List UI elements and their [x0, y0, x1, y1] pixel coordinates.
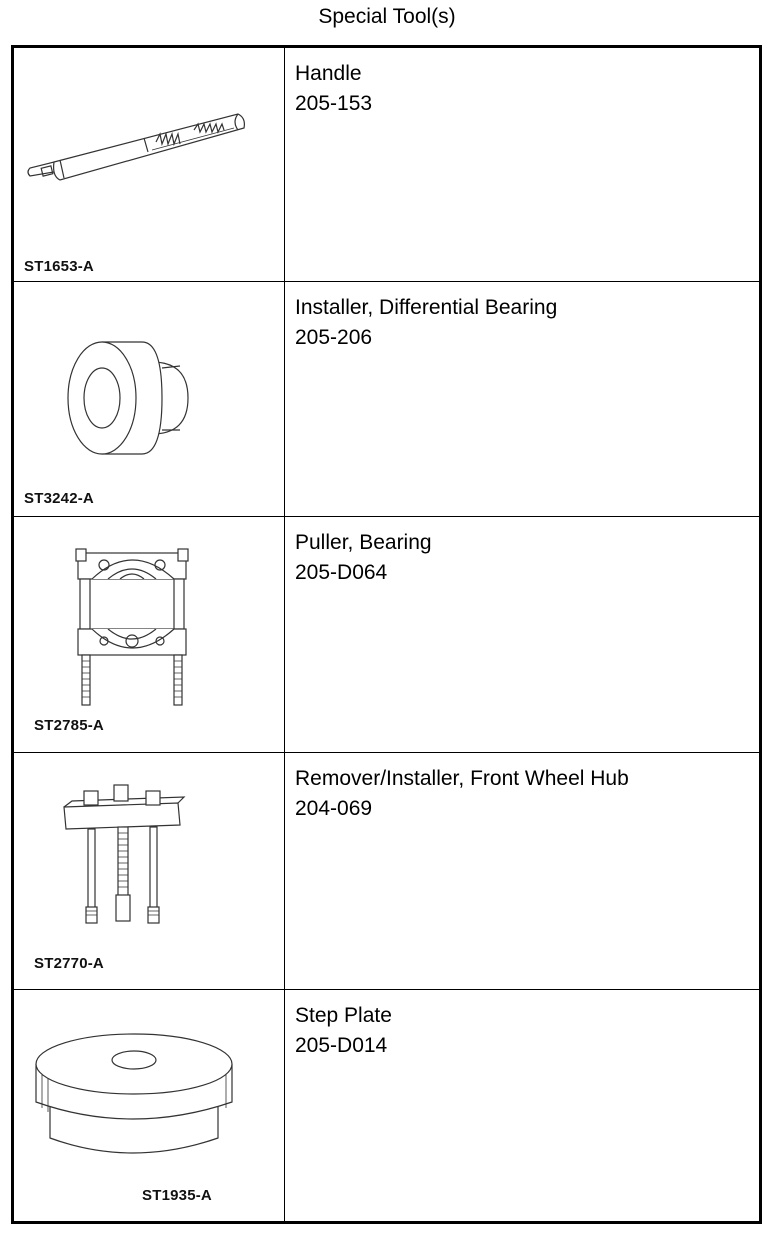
tool-info-cell	[285, 990, 759, 1221]
tool-image-cell	[14, 48, 285, 281]
tool-name: Puller, Bearing	[295, 531, 432, 554]
tool-number: 205-206	[295, 326, 373, 349]
tool-row-step-plate	[14, 990, 759, 1221]
illustration-code: ST2785-A	[34, 717, 104, 734]
special-tools-table	[11, 45, 762, 1224]
tool-name: Remover/Installer, Front Wheel Hub	[295, 767, 629, 790]
tool-info-cell	[285, 517, 759, 752]
bearing-puller-illustration	[74, 545, 194, 707]
tool-name: Handle	[295, 62, 362, 85]
step-plate-illustration	[32, 1018, 242, 1168]
page-title: Special Tool(s)	[318, 5, 456, 28]
tool-image-cell	[14, 517, 285, 752]
tool-number: 205-D014	[295, 1034, 388, 1057]
tool-row-hub-remover	[14, 753, 759, 990]
illustration-code: ST1653-A	[24, 258, 94, 275]
tool-name: Step Plate	[295, 1004, 392, 1027]
tool-number: 204-069	[295, 797, 373, 820]
tool-info-cell	[285, 48, 759, 281]
tool-number: 205-153	[295, 92, 373, 115]
handle-illustration	[24, 108, 254, 198]
illustration-code: ST2770-A	[34, 955, 104, 972]
bearing-installer-illustration	[62, 338, 202, 458]
tool-image-cell	[14, 282, 285, 516]
hub-remover-illustration	[58, 783, 188, 933]
tool-row-handle	[14, 48, 759, 282]
illustration-code: ST1935-A	[142, 1187, 212, 1204]
tool-row-puller	[14, 517, 759, 753]
tool-info-cell	[285, 282, 759, 516]
tool-name: Installer, Differential Bearing	[295, 296, 558, 319]
tool-row-installer	[14, 282, 759, 517]
tool-image-cell	[14, 990, 285, 1221]
tool-image-cell	[14, 753, 285, 989]
tool-info-cell	[285, 753, 759, 989]
tool-number: 205-D064	[295, 561, 388, 584]
illustration-code: ST3242-A	[24, 490, 94, 507]
